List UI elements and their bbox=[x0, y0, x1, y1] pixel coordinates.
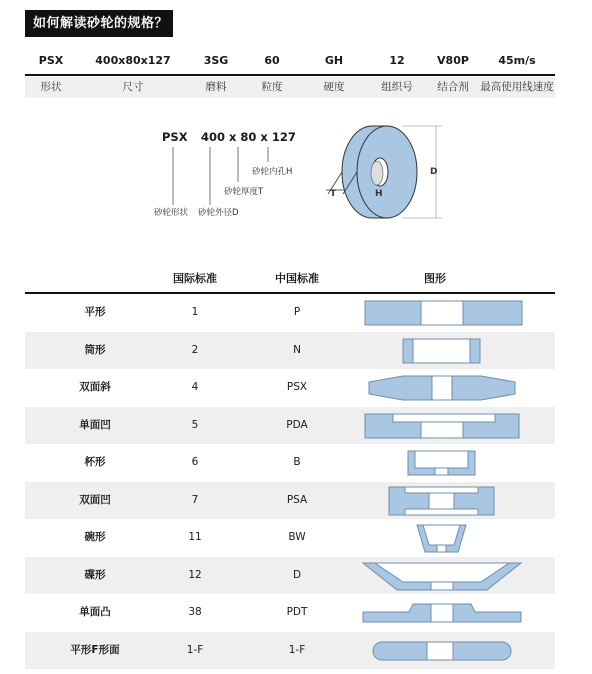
table-row bbox=[25, 482, 555, 520]
row-iso: 4 bbox=[191, 381, 199, 393]
shape-cylinder-icon bbox=[353, 334, 523, 368]
header-iso: 国际标准 bbox=[173, 272, 217, 285]
spec-value-bond: V80P bbox=[437, 54, 469, 67]
row-cn: PDT bbox=[286, 606, 308, 618]
diagram-code-shape: PSX bbox=[162, 130, 188, 144]
spec-values-row bbox=[25, 50, 555, 72]
page-title: 如何解读砂轮的规格？ bbox=[25, 10, 173, 37]
shape-round-edge-icon bbox=[353, 634, 523, 668]
spec-value-grit: 60 bbox=[264, 54, 280, 67]
shape-cup-icon bbox=[353, 446, 523, 480]
row-cn: D bbox=[292, 568, 302, 581]
row-cn: PSA bbox=[286, 493, 308, 506]
spec-value-structure: 12 bbox=[389, 54, 405, 67]
table-row bbox=[25, 519, 555, 557]
wheel-illustration bbox=[326, 126, 442, 218]
row-iso: 38 bbox=[188, 606, 202, 618]
spec-diagram bbox=[0, 110, 592, 230]
spec-value-hardness: GH bbox=[324, 54, 344, 67]
diagram-label-bore: 砂轮内孔H bbox=[252, 167, 293, 177]
diagram-lines bbox=[0, 110, 592, 230]
spec-label-size: 尺寸 bbox=[122, 81, 144, 93]
diagram-label-thickness: 砂轮厚度T bbox=[224, 187, 264, 197]
table-row bbox=[25, 557, 555, 595]
shape-double-recess-icon bbox=[353, 484, 523, 518]
row-name: 碟形 bbox=[84, 568, 106, 581]
spec-value-shape: PSX bbox=[38, 54, 64, 67]
row-name: 筒形 bbox=[84, 343, 106, 356]
row-name: 单面凹 bbox=[79, 418, 111, 431]
row-cn: N bbox=[293, 343, 301, 356]
row-cn: 1-F bbox=[288, 643, 306, 656]
row-iso: 2 bbox=[191, 343, 199, 356]
shape-table-header bbox=[25, 268, 555, 290]
row-iso: 11 bbox=[188, 531, 202, 543]
spec-label-speed: 最高使用线速度 bbox=[480, 81, 554, 93]
shape-single-recess-icon bbox=[353, 409, 523, 443]
spec-label-structure: 组织号 bbox=[381, 81, 413, 93]
table-row bbox=[25, 632, 555, 670]
spec-label-abrasive: 磨料 bbox=[205, 81, 227, 93]
spec-labels-row bbox=[25, 77, 555, 98]
row-name: 单面凸 bbox=[79, 606, 111, 618]
shape-bowl-icon bbox=[353, 521, 523, 555]
row-iso: 5 bbox=[191, 418, 199, 431]
row-iso: 1-F bbox=[186, 643, 204, 656]
row-iso: 1 bbox=[191, 306, 199, 318]
table-row bbox=[25, 594, 555, 632]
row-iso: 6 bbox=[191, 456, 199, 468]
diagram-code-size: 400 x 80 x 127 bbox=[201, 130, 296, 144]
row-iso: 7 bbox=[191, 493, 199, 506]
shape-flat-icon bbox=[353, 296, 523, 330]
diagram-label-D: D bbox=[430, 167, 438, 177]
shape-table bbox=[25, 294, 555, 669]
row-iso: 12 bbox=[188, 568, 202, 581]
diagram-label-shape: 砂轮形状 bbox=[154, 208, 189, 218]
row-name: 双面斜 bbox=[79, 381, 111, 393]
row-cn: B bbox=[293, 456, 301, 468]
spec-value-size: 400x80x127 bbox=[95, 54, 171, 67]
row-name: 杯形 bbox=[84, 456, 106, 468]
table-row bbox=[25, 407, 555, 445]
diagram-label-outer: 砂轮外径D bbox=[198, 208, 239, 218]
row-name: 碗形 bbox=[84, 531, 106, 543]
table-row bbox=[25, 294, 555, 332]
table-row bbox=[25, 332, 555, 370]
row-cn: PDA bbox=[286, 418, 308, 431]
shape-dish-icon bbox=[353, 559, 523, 593]
diagram-label-T: T bbox=[330, 189, 337, 199]
row-cn: BW bbox=[288, 531, 306, 543]
spec-value-abrasive: 3SG bbox=[203, 54, 229, 67]
diagram-label-H: H bbox=[375, 189, 383, 199]
spec-label-hardness: 硬度 bbox=[323, 81, 345, 93]
header-cn: 中国标准 bbox=[275, 272, 319, 285]
row-name: 双面凹 bbox=[79, 493, 111, 506]
table-row bbox=[25, 444, 555, 482]
spec-label-grit: 粒度 bbox=[261, 81, 283, 93]
shape-single-hub-icon bbox=[353, 596, 523, 630]
row-name: 平形 bbox=[84, 306, 106, 318]
spec-label-shape: 形状 bbox=[40, 81, 62, 93]
header-shape: 图形 bbox=[424, 272, 446, 285]
row-cn: PSX bbox=[286, 381, 308, 393]
row-name: 平形F形面 bbox=[70, 643, 120, 656]
spec-label-bond: 结合剂 bbox=[437, 81, 469, 93]
row-cn: P bbox=[293, 306, 301, 318]
spec-value-speed: 45m/s bbox=[498, 54, 536, 67]
table-row bbox=[25, 369, 555, 407]
spec-divider bbox=[25, 74, 555, 76]
shape-double-taper-icon bbox=[353, 371, 523, 405]
